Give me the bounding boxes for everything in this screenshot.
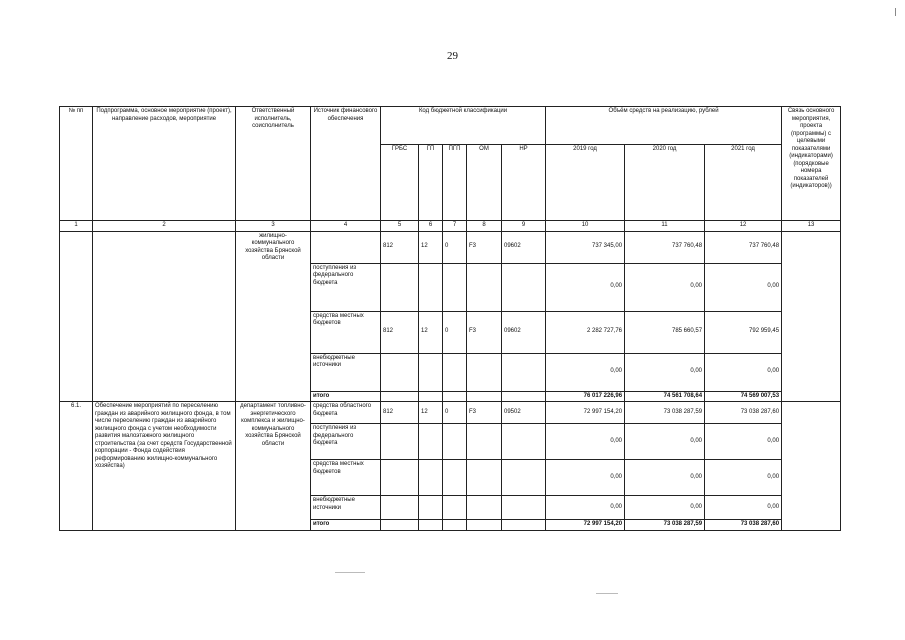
cell-grbs <box>381 263 419 311</box>
cell-pgp <box>443 496 467 520</box>
cell-total-label: итого <box>311 520 381 531</box>
cell-pgp <box>443 391 467 402</box>
cell-2019: 0,00 <box>546 353 625 391</box>
cell-nr <box>502 460 546 496</box>
cell-source: внебюджетные источники <box>311 353 381 391</box>
cell-2019: 0,00 <box>546 460 625 496</box>
cell-gp <box>419 496 443 520</box>
col-number: 8 <box>467 221 502 232</box>
header-volume: Объём средств на реализацию, рублей <box>546 107 782 145</box>
cell-2021: 0,00 <box>705 424 782 460</box>
cell-gp: 12 <box>419 311 443 353</box>
scan-artifact <box>596 593 618 594</box>
cell-source: поступления из федерального бюджета <box>311 424 381 460</box>
col-number: 6 <box>419 221 443 232</box>
cell-om: F3 <box>467 402 502 424</box>
cell-link <box>782 402 841 531</box>
cell-2021: 73 038 287,60 <box>705 402 782 424</box>
page-number: 29 <box>447 50 458 62</box>
cell-2019: 737 345,00 <box>546 231 625 263</box>
cell-pgp <box>443 353 467 391</box>
cell-total-2019: 76 017 226,96 <box>546 391 625 402</box>
cell-pgp: 0 <box>443 402 467 424</box>
cell-grbs: 812 <box>381 231 419 263</box>
cell-2020: 0,00 <box>625 496 705 520</box>
col-number: 7 <box>443 221 467 232</box>
cell-pgp <box>443 263 467 311</box>
cell-2021: 792 959,45 <box>705 311 782 353</box>
cell-total-2021: 74 569 007,53 <box>705 391 782 402</box>
cell-2021: 0,00 <box>705 460 782 496</box>
cell-source: внебюджетные источники <box>311 496 381 520</box>
cell-gp <box>419 263 443 311</box>
header-gp: ГП <box>419 145 443 221</box>
cell-grbs: 812 <box>381 311 419 353</box>
header-link: Связь основного мероприятия, проекта (программы) с целевыми показателями (индикаторами) (порядковые номера показателей (индикаторов)) <box>782 107 841 221</box>
cell-nr: 09502 <box>502 402 546 424</box>
header-2021: 2021 год <box>705 145 782 221</box>
header-nr: НР <box>502 145 546 221</box>
cell-gp <box>419 460 443 496</box>
col-number: 13 <box>782 221 841 232</box>
cell-om <box>467 353 502 391</box>
cell-num <box>60 231 93 402</box>
scan-artifact <box>335 572 365 573</box>
cell-grbs <box>381 424 419 460</box>
cell-gp <box>419 520 443 531</box>
cell-2019: 0,00 <box>546 496 625 520</box>
cell-num: 6.1. <box>60 402 93 531</box>
cell-grbs <box>381 353 419 391</box>
cell-om <box>467 520 502 531</box>
header-subprogram: Подпрограмма, основное мероприятие (проект), направление расходов, мероприятие <box>93 107 236 221</box>
header-pgp: ПГП <box>443 145 467 221</box>
cell-executor: жилищно-коммунального хозяйства Брянской области <box>236 231 311 402</box>
cell-2019: 72 997 154,20 <box>546 402 625 424</box>
cell-om <box>467 424 502 460</box>
table-row <box>60 231 841 263</box>
cell-gp: 12 <box>419 231 443 263</box>
scan-edge-mark <box>895 8 896 16</box>
cell-pgp <box>443 424 467 460</box>
cell-nr <box>502 263 546 311</box>
cell-2021: 0,00 <box>705 496 782 520</box>
cell-executor: департамент топливно-энергетического комплекса и жилищно-коммунального хозяйства Брянской области <box>236 402 311 531</box>
cell-2021: 737 760,48 <box>705 231 782 263</box>
col-number: 5 <box>381 221 419 232</box>
table-row <box>60 402 841 424</box>
cell-om: F3 <box>467 311 502 353</box>
cell-2019: 0,00 <box>546 263 625 311</box>
cell-pgp: 0 <box>443 311 467 353</box>
cell-grbs: 812 <box>381 402 419 424</box>
cell-nr: 09602 <box>502 311 546 353</box>
cell-2020: 737 760,48 <box>625 231 705 263</box>
header-source: Источник финансового обеспечения <box>311 107 381 221</box>
cell-grbs <box>381 391 419 402</box>
header-2020: 2020 год <box>625 145 705 221</box>
cell-source: средства местных бюджетов <box>311 460 381 496</box>
col-number: 12 <box>705 221 782 232</box>
cell-source: средства местных бюджетов <box>311 311 381 353</box>
cell-source <box>311 231 381 263</box>
cell-2020: 0,00 <box>625 460 705 496</box>
cell-om <box>467 391 502 402</box>
cell-pgp <box>443 460 467 496</box>
cell-2020: 0,00 <box>625 424 705 460</box>
cell-nr <box>502 424 546 460</box>
column-number-row <box>60 221 841 232</box>
cell-nr <box>502 391 546 402</box>
cell-total-2021: 73 038 287,60 <box>705 520 782 531</box>
col-number: 11 <box>625 221 705 232</box>
header-executor: Ответственный исполнитель, соисполнитель <box>236 107 311 221</box>
cell-total-2019: 72 997 154,20 <box>546 520 625 531</box>
cell-grbs <box>381 496 419 520</box>
cell-gp: 12 <box>419 402 443 424</box>
col-number: 4 <box>311 221 381 232</box>
budget-table <box>59 106 841 531</box>
cell-nr <box>502 496 546 520</box>
cell-grbs <box>381 520 419 531</box>
header-om: ОМ <box>467 145 502 221</box>
cell-2021: 0,00 <box>705 353 782 391</box>
cell-nr <box>502 520 546 531</box>
cell-2020: 0,00 <box>625 353 705 391</box>
cell-subprogram <box>93 231 236 402</box>
cell-gp <box>419 424 443 460</box>
header-row-top <box>60 107 841 145</box>
col-number: 3 <box>236 221 311 232</box>
cell-total-label: итого <box>311 391 381 402</box>
header-budget-code: Код бюджетной классификации <box>381 107 546 145</box>
cell-2019: 0,00 <box>546 424 625 460</box>
cell-grbs <box>381 460 419 496</box>
header-num: № пп <box>60 107 93 221</box>
cell-om <box>467 263 502 311</box>
cell-om <box>467 460 502 496</box>
cell-total-2020: 73 038 287,59 <box>625 520 705 531</box>
cell-pgp: 0 <box>443 231 467 263</box>
cell-2020: 0,00 <box>625 263 705 311</box>
cell-nr <box>502 353 546 391</box>
cell-nr: 09602 <box>502 231 546 263</box>
cell-2019: 2 282 727,76 <box>546 311 625 353</box>
col-number: 2 <box>93 221 236 232</box>
cell-pgp <box>443 520 467 531</box>
cell-2021: 0,00 <box>705 263 782 311</box>
cell-link <box>782 231 841 402</box>
cell-2020: 73 038 287,59 <box>625 402 705 424</box>
cell-om <box>467 496 502 520</box>
header-2019: 2019 год <box>546 145 625 221</box>
cell-gp <box>419 391 443 402</box>
cell-source: поступления из федерального бюджета <box>311 263 381 311</box>
col-number: 10 <box>546 221 625 232</box>
cell-subprogram: Обеспечение мероприятий по переселению граждан из аварийного жилищного фонда, в том числе переселению граждан из аварийного жилищного фонда с учетом необходимости развития малоэтажного жилищного строительства (за счет средств Государственной корпорации - Фонда содействия реформированию жилищно-коммунального хозяйства) <box>93 402 236 531</box>
cell-2020: 785 660,57 <box>625 311 705 353</box>
header-grbs: ГРБС <box>381 145 419 221</box>
col-number: 1 <box>60 221 93 232</box>
cell-gp <box>419 353 443 391</box>
cell-total-2020: 74 561 708,64 <box>625 391 705 402</box>
cell-source: средства областного бюджета <box>311 402 381 424</box>
cell-om: F3 <box>467 231 502 263</box>
col-number: 9 <box>502 221 546 232</box>
